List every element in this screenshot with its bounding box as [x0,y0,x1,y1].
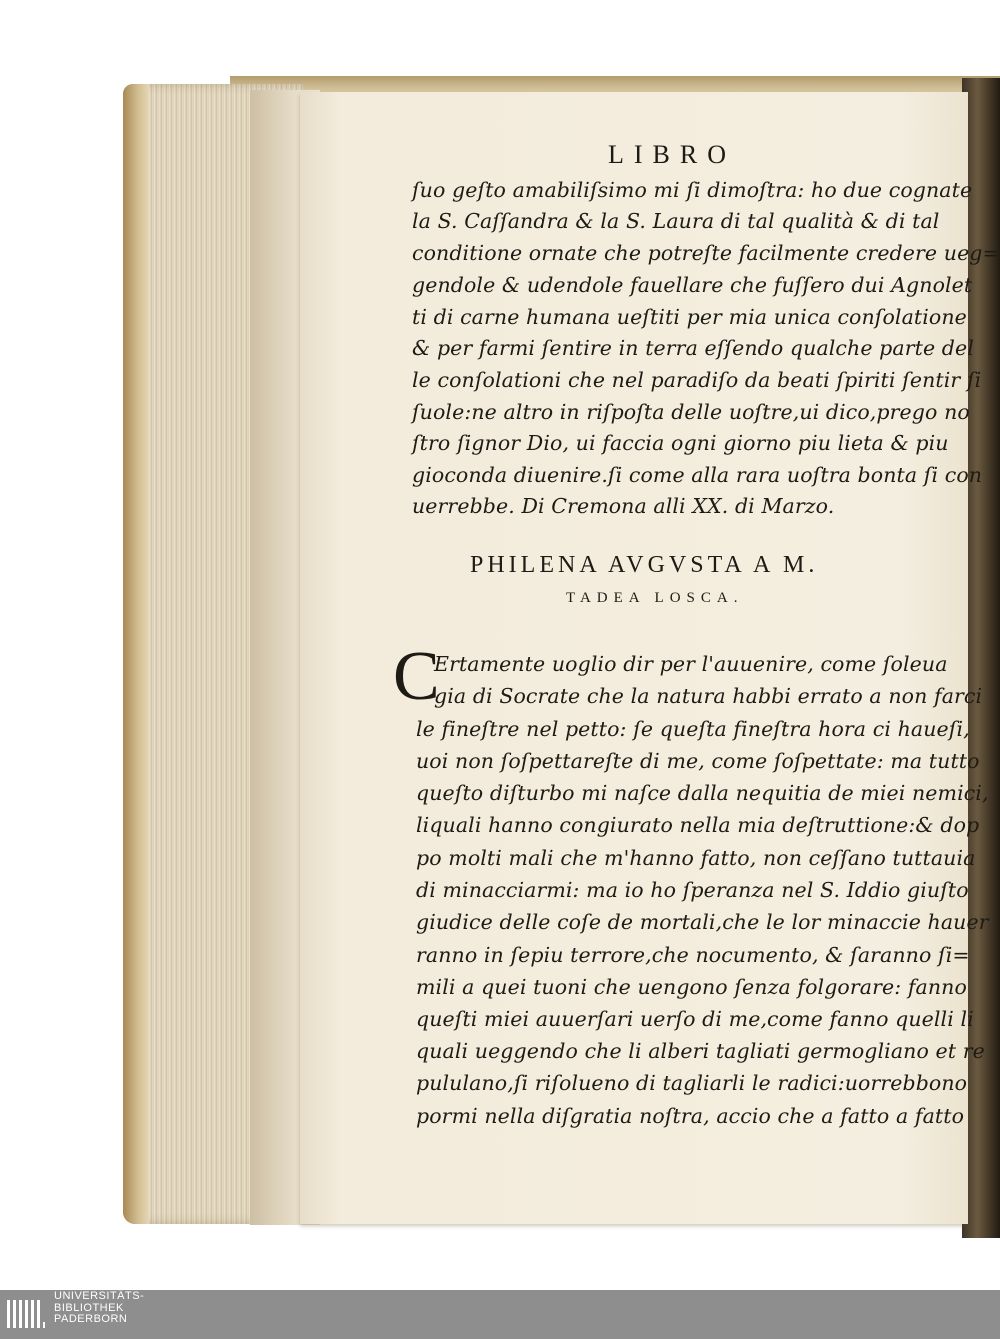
text-line: po molti mali che m'hanno fatto, non ceſſano tuttauia [416,846,976,870]
text-line: di minacciarmi: ma io ho ſperanza nel S. Iddio giuſto [416,878,969,902]
library-name-line: UNIVERSITÄTS- [54,1290,145,1302]
library-logo-icon [6,1296,46,1332]
text-line: pululano,ſi riſolueno di tagliarli le radici:uorrebbono [416,1071,968,1095]
text-line: liquali hanno congiurato nella mia deſtruttione:& dop [416,813,980,837]
book-spine-edge [123,84,149,1224]
text-line: gendole & udendole fauellare che fuſſero dui Agnolet [412,273,973,297]
text-line: queſto diſturbo mi naſce dalla nequitia de miei nemici, [416,781,989,805]
text-line: ſuole:ne altro in riſpoſta delle uoſtre,ui dico,prego no [412,400,970,424]
text-line: mili a quei tuoni che uengono ſenza folgorare: fanno [416,975,967,999]
text-line: Ertamente uoglio dir per l'auuenire, come ſoleua [434,652,948,676]
text-line: uoi non ſoſpettareſte di me, come ſoſpettate: ma tutto [416,749,980,773]
library-name-line: BIBLIOTHEK [54,1301,124,1314]
letter-subtitle: TADEA LOSCA. [566,590,744,606]
library-name-line: PADERBORN [54,1313,128,1325]
text-line: giudice delle coſe de mortali,che le lor minaccie hauer [416,910,989,934]
text-line: gioconda diuenire.ſi come alla rara uoſtra bonta ſi con [412,463,983,487]
text-line: le conſolationi che nel paradiſo da beati ſpiriti ſentir ſi [412,368,982,392]
text-line: ti di carne humana ueſtiti per mia unica conſolatione [412,305,967,329]
text-line: & per farmi ſentire in terra eſſendo qualche parte del [412,336,974,360]
text-line: le fineſtre nel petto: ſe queſta fineſtra hora ci haueſi, [416,717,970,741]
footer-bar [0,1290,1000,1339]
library-name [54,1291,144,1326]
text-line: la S. Caſſandra & la S. Laura di tal qualità & di tal [412,209,940,233]
running-head: LIBRO [608,140,736,169]
drop-cap: C [393,638,440,715]
text-line: queſti miei auuerſari uerſo di me,come fanno quelli li [416,1007,974,1031]
text-line: quali ueggendo che li alberi tagliati germogliano et re [416,1039,985,1063]
text-line: gia di Socrate che la natura habbi errato a non farci [434,684,983,708]
text-line: pormi nella diſgratia noſtra, accio che a fatto a fatto [416,1104,965,1128]
text-line: ſtro ſignor Dio, ui faccia ogni giorno piu lieta & piu [412,431,949,455]
text-line: ſuo geſto amabiliſsimo mi ſi dimoſtra: ho due cognate [412,178,973,202]
text-line: ranno in ſepiu terrore,che nocumento, & ſaranno ſi= [416,943,970,967]
text-line: conditione ornate che potreſte facilmente credere ueg= [412,241,1000,265]
letter-title: PHILENA AVGVSTA A M. [470,552,819,578]
text-line: uerrebbe. Di Cremona alli XX. di Marzo. [412,494,835,518]
